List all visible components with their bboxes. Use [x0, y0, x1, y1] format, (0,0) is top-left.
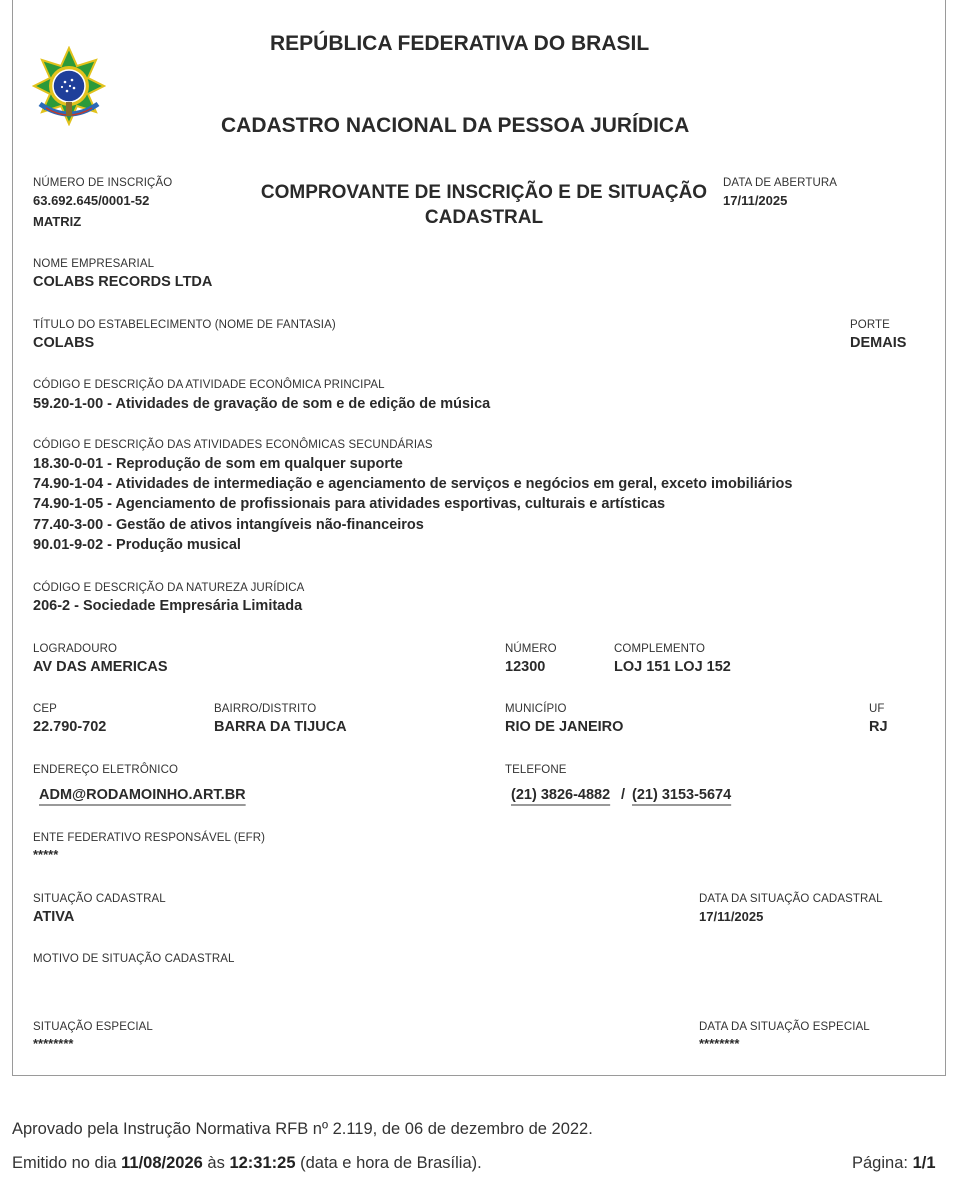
situacao-label: SITUAÇÃO CADASTRAL	[33, 893, 166, 905]
emission-mid: às	[207, 1154, 225, 1172]
atividade-secundaria-item: 77.40-3-00 - Gestão de ativos intangíveis não-financeiros	[33, 517, 424, 533]
bairro-value: BARRA DA TIJUCA	[214, 719, 347, 735]
efr-label: ENTE FEDERATIVO RESPONSÁVEL (EFR)	[33, 832, 266, 844]
document-title-line1: COMPROVANTE DE INSCRIÇÃO E DE SITUAÇÃO	[260, 182, 708, 203]
page-value: 1/1	[912, 1154, 936, 1172]
cep-label: CEP	[33, 703, 57, 715]
document-title	[250, 180, 718, 230]
municipio-label: MUNICÍPIO	[505, 703, 567, 715]
cep-value: 22.790-702	[33, 719, 107, 735]
abertura-label: DATA DE ABERTURA	[723, 177, 838, 189]
numero-value: 12300	[505, 659, 546, 675]
titulo-label: TÍTULO DO ESTABELECIMENTO (NOME DE FANTASIA)	[33, 319, 336, 331]
email-label: ENDEREÇO ELETRÔNICO	[33, 764, 179, 776]
complemento-value: LOJ 151 LOJ 152	[614, 659, 731, 675]
situacao-especial-label: SITUAÇÃO ESPECIAL	[33, 1021, 153, 1033]
situacao-especial-value: ********	[33, 1036, 74, 1051]
atividade-secundaria-item: 74.90-1-04 - Atividades de intermediação e agenciamento de serviços e negócios em geral, exceto imobiliários	[33, 476, 793, 492]
telefone-link-1[interactable]: (21) 3826-4882	[511, 787, 611, 803]
approval-note: Aprovado pela Instrução Normativa RFB nº 2.119, de 06 de dezembro de 2022.	[12, 1120, 593, 1138]
document-title-line2: CADASTRAL	[424, 207, 544, 228]
numero-label: NÚMERO	[505, 643, 557, 655]
atividade-principal-value: 59.20-1-00 - Atividades de gravação de som e de edição de música	[33, 396, 491, 412]
telefone-separator: /	[621, 787, 626, 803]
motivo-situacao-label: MOTIVO DE SITUAÇÃO CADASTRAL	[33, 953, 235, 965]
emission-info	[12, 1154, 482, 1173]
emission-prefix: Emitido no dia	[12, 1154, 117, 1172]
inscricao-type: MATRIZ	[33, 214, 82, 229]
atividade-secundaria-item: 18.30-0-01 - Reprodução de som em qualquer suporte	[33, 456, 403, 472]
inscricao-label: NÚMERO DE INSCRIÇÃO	[33, 177, 173, 189]
atividades-secundarias-label: CÓDIGO E DESCRIÇÃO DAS ATIVIDADES ECONÔMICAS SECUNDÁRIAS	[33, 439, 433, 451]
email-link[interactable]: ADM@RODAMOINHO.ART.BR	[39, 787, 246, 803]
porte-value: DEMAIS	[850, 335, 907, 351]
uf-label: UF	[869, 703, 885, 715]
page-indicator	[852, 1154, 936, 1173]
uf-value: RJ	[869, 719, 888, 735]
emission-suffix: (data e hora de Brasília).	[300, 1154, 482, 1172]
complemento-label: COMPLEMENTO	[614, 643, 705, 655]
municipio-value: RIO DE JANEIRO	[505, 719, 624, 735]
situacao-especial-data-label: DATA DA SITUAÇÃO ESPECIAL	[699, 1021, 870, 1033]
situacao-data-value: 17/11/2025	[699, 909, 764, 924]
natureza-juridica-value: 206-2 - Sociedade Empresária Limitada	[33, 598, 303, 614]
atividade-secundaria-item: 90.01-9-02 - Produção musical	[33, 537, 241, 553]
atividade-secundaria-item: 74.90-1-05 - Agenciamento de profissionais para atividades esportivas, culturais e artísticas	[33, 496, 666, 512]
logradouro-label: LOGRADOURO	[33, 643, 118, 655]
logradouro-value: AV DAS AMERICAS	[33, 659, 168, 675]
abertura-value: 17/11/2025	[723, 193, 788, 208]
telefone-label: TELEFONE	[505, 764, 567, 776]
porte-label: PORTE	[850, 319, 890, 331]
page-label: Página:	[852, 1154, 908, 1172]
situacao-especial-data-value: ********	[699, 1036, 740, 1051]
telefone-link-2[interactable]: (21) 3153-5674	[632, 787, 732, 803]
inscricao-number: 63.692.645/0001-52	[33, 193, 150, 208]
situacao-data-label: DATA DA SITUAÇÃO CADASTRAL	[699, 893, 883, 905]
registry-title: CADASTRO NACIONAL DA PESSOA JURÍDICA	[221, 114, 690, 137]
titulo-value: COLABS	[33, 335, 95, 351]
natureza-juridica-label: CÓDIGO E DESCRIÇÃO DA NATUREZA JURÍDICA	[33, 582, 305, 594]
emission-time: 12:31:25	[229, 1154, 296, 1172]
efr-value: *****	[33, 847, 59, 862]
nome-empresarial-label: NOME EMPRESARIAL	[33, 258, 155, 270]
republic-title: REPÚBLICA FEDERATIVA DO BRASIL	[270, 32, 650, 55]
situacao-value: ATIVA	[33, 909, 75, 925]
emission-date: 11/08/2026	[121, 1154, 203, 1172]
atividade-principal-label: CÓDIGO E DESCRIÇÃO DA ATIVIDADE ECONÔMICA PRINCIPAL	[33, 379, 385, 391]
nome-empresarial-value: COLABS RECORDS LTDA	[33, 274, 213, 290]
coat-of-arms-emblem	[32, 46, 106, 126]
bairro-label: BAIRRO/DISTRITO	[214, 703, 317, 715]
